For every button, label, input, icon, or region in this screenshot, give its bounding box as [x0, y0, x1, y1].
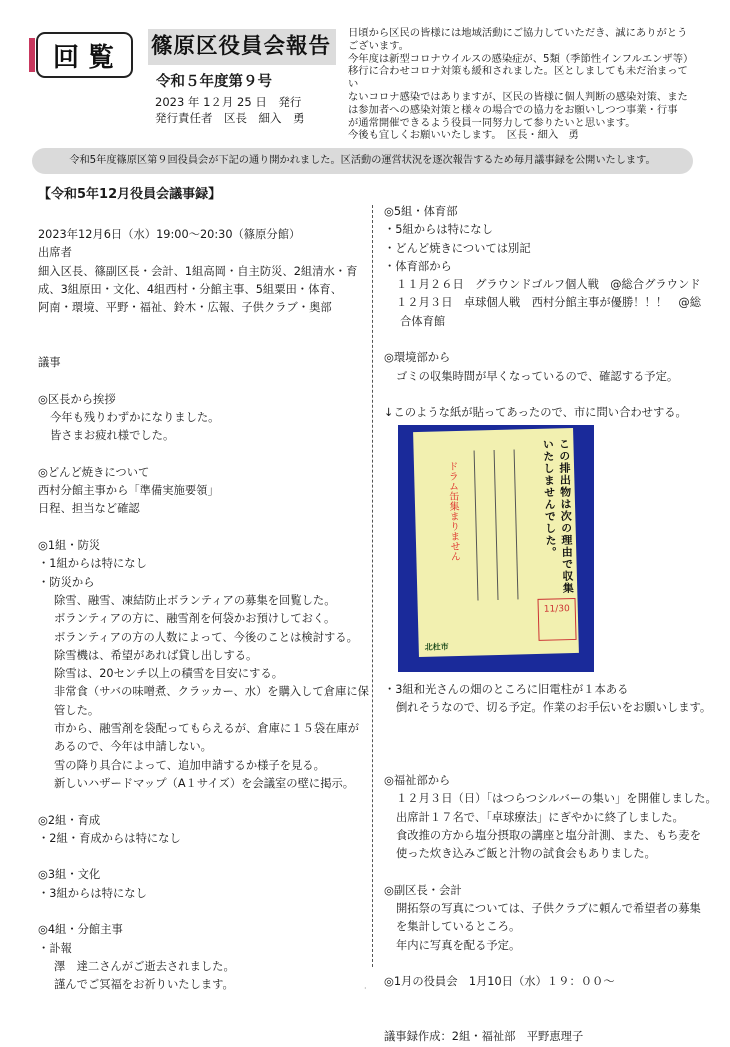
- greeting-line: 今年度は新型コロナウイルスの感染症が、5類（季節性インフルエンザ等）: [348, 52, 694, 65]
- minutes-line: ・防災から: [38, 575, 95, 589]
- line-gap: [38, 903, 354, 921]
- minutes-line: 西村分館主事から「準備実施要領」: [38, 484, 219, 498]
- line-gap: [384, 331, 700, 349]
- line-gap: [384, 992, 700, 1029]
- minutes-line: ◎福祉部から: [384, 774, 451, 788]
- line-gap: [38, 446, 354, 464]
- greeting-line: ないコロナ感染ではありますが、区民の皆様に個人判断の感染対策、また: [348, 90, 688, 103]
- greeting-text: [348, 27, 696, 142]
- issue-date: 2023 年 1２月 25 日 発行: [155, 95, 302, 109]
- minutes-line: 議事録作成：2組・福祉部 平野恵理子: [384, 1030, 584, 1044]
- minutes-line: ◎3組・文化: [38, 868, 101, 882]
- sign-rule: [514, 449, 519, 599]
- minutes-line: ↓このような紙が貼ってあったので、市に問い合わせする。: [384, 406, 687, 420]
- minutes-line: ・3組和光さんの畑のところに旧電柱が１本ある: [384, 682, 629, 696]
- minutes-line: ・体育部から: [384, 259, 452, 273]
- sign-rule: [494, 450, 499, 600]
- greeting-line: が通常開催できるよう役員一同努力して参りたいと思います。: [348, 116, 636, 129]
- minutes-line: 非常食（サバの味噌煮、クラッカー、水）を購入して倉庫に保: [54, 685, 369, 699]
- minutes-line: 管した。: [54, 703, 100, 717]
- page-dot: ·: [364, 984, 367, 993]
- minutes-line: １１月２６日 グラウンドゴルフ個人戦 @総合グラウンド: [396, 278, 701, 292]
- line-gap: [38, 793, 354, 811]
- minutes-line: ボランティアの方に、融雪剤を何袋かお預けしておく。: [54, 612, 336, 626]
- minutes-line: 雪の降り具合によって、追加申請するか様子を見る。: [54, 758, 325, 772]
- minutes-line: あるので、今年は申請しない。: [54, 740, 212, 754]
- minutes-line: 謹んでご冥福をお祈りいたします。: [54, 978, 234, 992]
- notice-sign-photo: [398, 425, 594, 672]
- minutes-line: 除雪は、20センチ以上の積雪を目安にする。: [54, 667, 284, 681]
- minutes-line: ・1組からは特になし: [38, 557, 147, 571]
- kairan-accent-bar: [29, 38, 35, 72]
- handwritten-note: ドラム缶集まりません: [445, 460, 460, 562]
- minutes-line: 澤 達二さんがご逝去されました。: [54, 959, 235, 973]
- minutes-line: １２月３日（日）「はつらつシルバーの集い」を開催しました。: [396, 792, 717, 806]
- minutes-line: 倒れそうなので、切る予定。作業のお手伝いをお願いします。: [396, 700, 712, 714]
- greeting-line: 今後も宜しくお願いいたします。 区長・細入 勇: [348, 129, 579, 142]
- minutes-line: ◎5組・体育部: [384, 205, 458, 218]
- minutes-line: 使った炊き込みご飯と汁物の試食会もありました。: [396, 847, 656, 861]
- report-title: 篠原区役員会報告: [148, 29, 336, 65]
- minutes-line: ・5組からは特になし: [384, 223, 493, 237]
- minutes-line: 合体育館: [400, 314, 446, 328]
- minutes-line: 除雪機は、希望があれば貸し出しする。: [54, 648, 258, 662]
- sign-heading: この排出物は次の理由で収集いたしませんでした。: [541, 438, 575, 595]
- greeting-line: 移行に合わせコロナ対策も緩和されました。区としましても未だ治まってい: [348, 65, 688, 91]
- minutes-line: ◎2組・育成: [38, 813, 101, 827]
- minutes-line: ◎環境部から: [384, 351, 451, 365]
- minutes-line: 細入区長、篠副区長・会計、1組高岡・自主防災、2組清水・育: [38, 264, 358, 278]
- minutes-line: ◎どんど焼きについて: [38, 465, 150, 479]
- line-gap: [384, 955, 700, 973]
- line-gap: [38, 519, 354, 537]
- minutes-line: 2023年12月6日（水）19:00～20:30（篠原分館）: [38, 228, 301, 241]
- minutes-line: １２月３日 卓球個人戦 西村分館主事が優勝！！！ @総: [396, 296, 702, 310]
- minutes-line: 皆さまお疲れ様でした。: [50, 429, 175, 443]
- minutes-line: ゴミの収集時間が早くなっているので、確認する予定。: [396, 369, 679, 383]
- minutes-line: ◎1組・防災: [38, 539, 101, 553]
- minutes-line: 阿南・環境、平野・福祉、鈴木・広報、子供クラブ・奥部: [38, 301, 332, 315]
- line-gap: [38, 848, 354, 866]
- right-column-bottom: [384, 681, 717, 1047]
- minutes-line: 市から、融雪剤を袋配ってもらえるが、倉庫に１５袋在庫が: [54, 722, 360, 736]
- minutes-line: 食改推の方から塩分摂取の講座と塩分計測、また、もち麦を: [396, 828, 702, 842]
- minutes-left-column: [38, 226, 369, 994]
- line-gap: [384, 717, 700, 772]
- minutes-line: 今年も残りわずかになりました。: [50, 410, 220, 424]
- date-stamp: 11/30: [537, 598, 576, 641]
- greeting-line: ございます。: [348, 39, 409, 52]
- minutes-line: 出席者: [38, 246, 72, 260]
- minutes-line: ・3組からは特になし: [38, 886, 147, 900]
- minutes-line: 議事: [38, 356, 61, 370]
- minutes-line: 除雪、融雪、凍結防止ボランティアの募集を回覧した。: [54, 593, 336, 607]
- greeting-line: は参加者への感染対策と様々の場合での協力をお願いしつつ事業・行事: [348, 103, 678, 116]
- line-gap: [384, 864, 700, 882]
- issue-title: 令和５年度第９号: [156, 74, 272, 90]
- line-gap: [384, 386, 700, 404]
- kairan-label: 回覧: [52, 42, 123, 73]
- minutes-line: ボランティアの方の人数によって、今後のことは検討する。: [54, 630, 358, 644]
- meeting-banner: 令和5年度篠原区第９回役員会が下記の通り開かれました。区活動の運営状況を逐次報告するため毎月議事録を公開いたします。: [32, 148, 693, 174]
- minutes-line: 新しいハザードマップ（A１サイズ）を会議室の壁に掲示。: [54, 776, 355, 790]
- minutes-line: 年内に写真を配る予定。: [396, 938, 521, 952]
- minutes-line: 成、3組原田・文化、4組西村・分館主事、5組粟田・体育、: [38, 282, 342, 296]
- column-divider: [372, 205, 373, 967]
- minutes-line: 出席計１７名で、「卓球療法」にぎやかに終了しました。: [396, 810, 684, 824]
- minutes-line: 開拓祭の写真については、子供クラブに頼んで希望者の募集: [396, 902, 701, 916]
- issue-responsible: 発行責任者 区長 細入 勇: [155, 111, 305, 125]
- minutes-section-title: 【令和5年12月役員会議事録】: [38, 187, 222, 202]
- sign-rule: [474, 451, 479, 601]
- minutes-line: ・どんど焼きについては別記: [384, 241, 531, 255]
- minutes-line: ・2組・育成からは特になし: [38, 831, 181, 845]
- minutes-line: ◎副区長・会計: [384, 883, 462, 897]
- minutes-line: ◎4組・分館主事: [38, 923, 123, 937]
- minutes-line: ・訃報: [38, 941, 72, 955]
- sign-paper: [413, 428, 579, 657]
- greeting-line: 日頃から区民の皆様には地域活動にご協力していただき、誠にありがとう: [348, 27, 688, 39]
- line-gap: [38, 317, 354, 354]
- kairan-stamp: [36, 32, 133, 78]
- right-column-top: [384, 203, 700, 423]
- line-gap: [38, 372, 354, 390]
- minutes-line: ◎区長から挨拶: [38, 392, 116, 406]
- minutes-line: 日程、担当など確認: [38, 502, 140, 516]
- city-name: 北杜市: [424, 642, 449, 652]
- minutes-line: ◎1月の役員会 1月10日（水）１９：００～: [384, 975, 615, 989]
- minutes-line: を集計しているところ。: [396, 920, 521, 934]
